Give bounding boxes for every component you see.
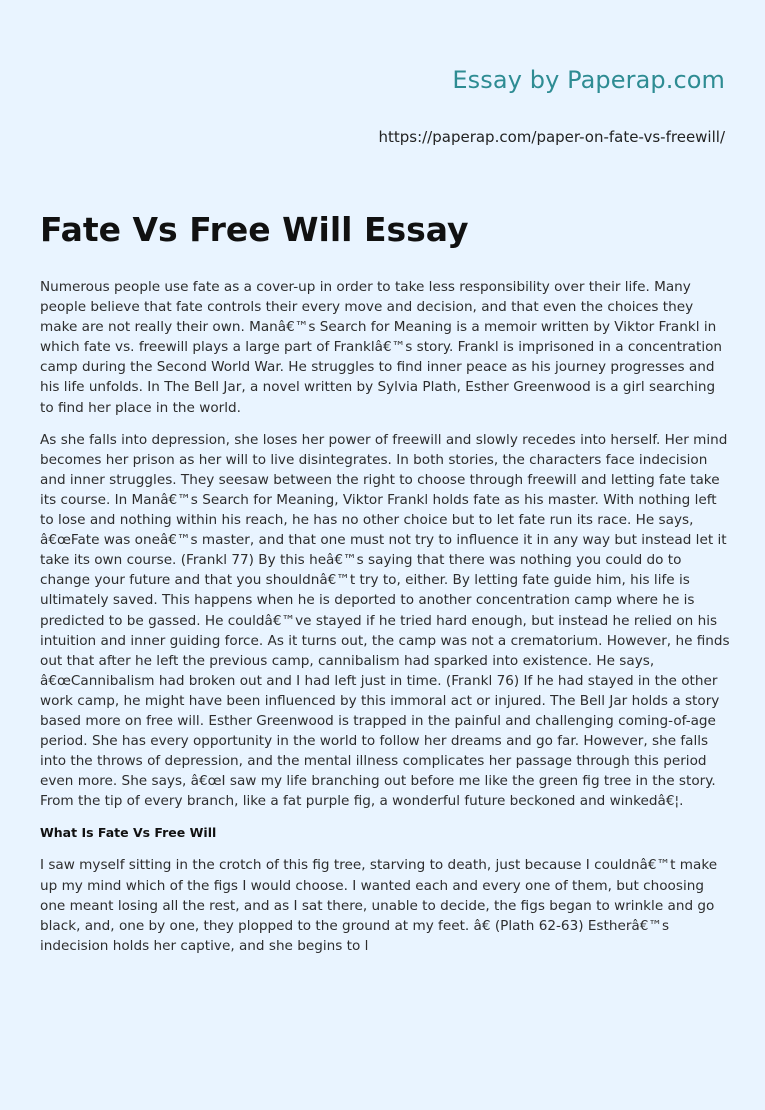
section-subheading: What Is Fate Vs Free Will — [40, 825, 217, 841]
paragraph-2: As she falls into depression, she loses her power of freewill and slowly recedes into herself. Her mind becomes her prison as her will to live disintegrates. In both stories, the characters face indecision and inner struggles. They seesaw between the right to choose through freewill and letting fate take its course. In Manâ€™s Search for Meaning, Viktor Frankl holds fate as his master. With nothing left to lose and nothing within his reach, he has no other choice but to let fate run its race. He says, â€œFate was oneâ€™s master, and that one must not try to influence it in any way but instead let it take its own course. (Frankl 77) By this heâ€™s saying that there was nothing you could do to change your future and that you shouldnâ€™t try to, either. By letting fate guide him, his life is ultimately saved. This happens when he is deported to another concentration camp where he is predicted to be gassed. He couldâ€™ve stayed if he tried hard enough, but instead he relied on his intuition and inner guiding force. As it turns out, the camp was not a crematorium. However, he finds out that after he left the previous camp, cannibalism had sparked into existence. He says, â€œCannibalism had broken out and I had left just in time. (Frankl 76) If he had stayed in the other work camp, he might have been influenced by this immoral act or injured. The Bell Jar holds a story based more on free will. Esther Greenwood is trapped in the painful and challenging coming-of-age period. She has every opportunity in the world to follow her dreams and go far. However, she falls into the throws of depression, and the mental illness complicates her passage through this period even more. She says, â€œI saw my life branching out before me like the green fig tree in the story. From the tip of every branch, like a fat purple fig, a wonderful future beckoned and winkedâ€¦. — [40, 431, 730, 810]
article-body — [40, 277, 730, 968]
paragraph-1: Numerous people use fate as a cover-up in order to take less responsibility over their life. Many people believe that fate controls their every move and decision, and that even the choices they make are not really their own. Manâ€™s Search for Meaning is a memoir written by Viktor Frankl in which fate vs. freewill plays a large part of Franklâ€™s story. Frankl is imprisoned in a concentration camp during the Second World War. He struggles to find inner peace as his journey progresses and his life unfolds. In The Bell Jar, a novel written by Sylvia Plath, Esther Greenwood is a girl searching to find her place in the world. — [40, 279, 723, 416]
page-title: Fate Vs Free Will Essay — [40, 210, 469, 249]
paragraph-3: I saw myself sitting in the crotch of this fig tree, starving to death, just because I couldnâ€™t make up my mind which of the figs I would choose. I wanted each and every one of them, but choosing one meant losing all the rest, and as I sat there, unable to decide, the figs began to wrinkle and go black, and, one by one, they plopped to the ground at my feet. â€ (Plath 62-63) Estherâ€™s indecision holds her captive, and she begins to l — [40, 857, 718, 954]
page-url[interactable]: https://paperap.com/paper-on-fate-vs-freewill/ — [378, 128, 725, 146]
site-brand[interactable]: Essay by Paperap.com — [452, 66, 725, 94]
